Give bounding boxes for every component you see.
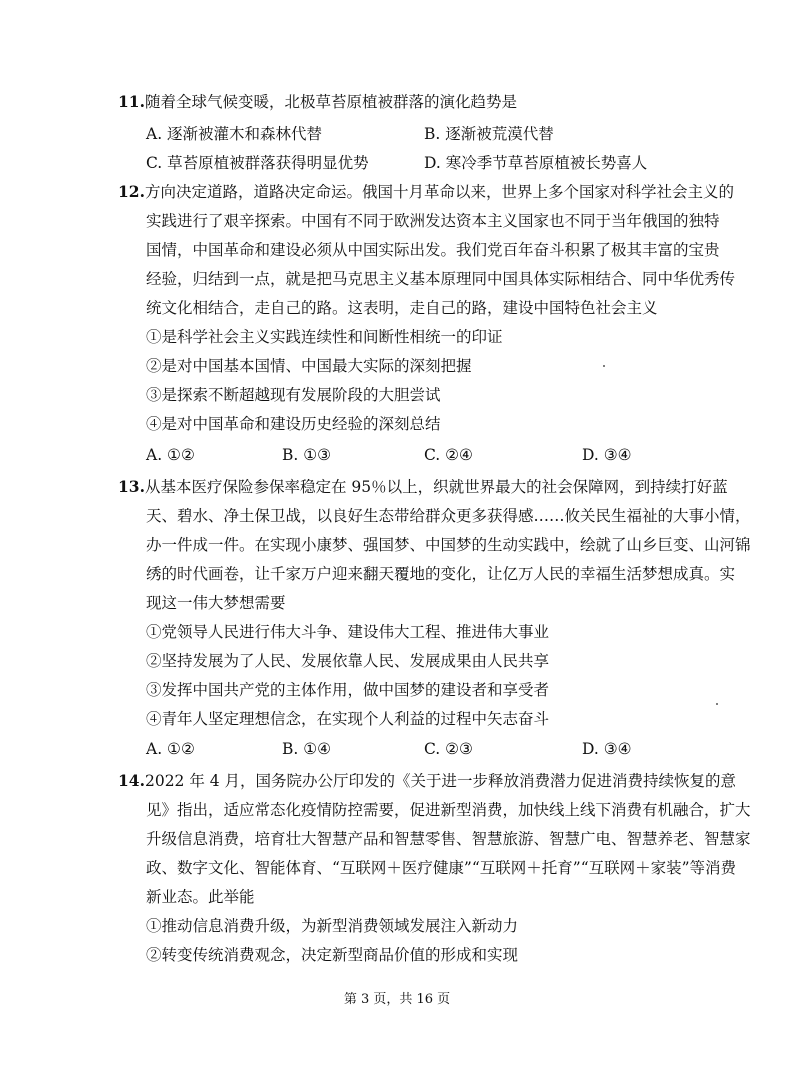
statement-item: ④是对中国革命和建设历史经验的深刻总结 xyxy=(146,415,441,433)
option-c: C. ②③ xyxy=(424,740,473,758)
option-d: D. 寒冷季节草苔原植被长势喜人 xyxy=(424,154,648,172)
question-stem-line: 统文化相结合，走自己的路。这表明，走自己的路，建设中国特色社会主义 xyxy=(146,299,658,317)
question-number: 13. xyxy=(118,477,145,496)
statement-item: ①是科学社会主义实践连续性和间断性相统一的印证 xyxy=(146,328,503,346)
statement-item: ①推动信息消费升级，为新型消费领域发展注入新动力 xyxy=(146,917,519,935)
option-a: A. ①② xyxy=(146,740,195,758)
statement-item: ①党领导人民进行伟大斗争、建设伟大工程、推进伟大事业 xyxy=(146,623,550,641)
statement-item: ②转变传统消费观念，决定新型商品价值的形成和实现 xyxy=(146,946,519,964)
question-stem-line: 国情，中国革命和建设必须从中国实际出发。我们党百年奋斗积累了极其丰富的宝贵 xyxy=(146,241,720,259)
option-c: C. ②④ xyxy=(424,446,473,464)
question-number: 12. xyxy=(118,182,145,201)
question-number: 11. xyxy=(118,92,145,111)
question-stem-line: 现这一伟大梦想需要 xyxy=(146,594,286,612)
scan-speck xyxy=(603,365,605,367)
statement-item: ③是探索不断超越现有发展阶段的大胆尝试 xyxy=(146,386,441,404)
statement-item: ②是对中国基本国情、中国最大实际的深刻把握 xyxy=(146,357,472,375)
question-stem-line: 绣的时代画卷，让千家万户迎来翻天覆地的变化，让亿万人民的幸福生活梦想成真。实 xyxy=(146,565,736,583)
question-number: 14. xyxy=(118,771,145,790)
question-stem-line: 新业态。此举能 xyxy=(146,888,255,906)
option-a: A. ①② xyxy=(146,446,195,464)
question-stem-line: 政、数字文化、智能体育、“互联网＋医疗健康”“互联网＋托育”“互联网＋家装”等消费 xyxy=(146,859,737,877)
question-stem-line: 从基本医疗保险参保率稳定在 95％以上，织就世界最大的社会保障网，到持续打好蓝 xyxy=(144,478,728,496)
statement-item: ④青年人坚定理想信念，在实现个人利益的过程中矢志奋斗 xyxy=(146,710,550,728)
statement-item: ③发挥中国共产党的主体作用，做中国梦的建设者和享受者 xyxy=(146,681,550,699)
option-b: B. ①④ xyxy=(282,740,332,758)
question-stem: 随着全球气候变暖，北极草苔原植被群落的演化趋势是 xyxy=(144,93,517,111)
page-footer: 第 3 页，共 16 页 xyxy=(343,992,451,1007)
question-stem-line: 升级信息消费，培育壮大智慧产品和智慧零售、智慧旅游、智慧广电、智慧养老、智慧家 xyxy=(146,830,751,848)
question-stem-line: 经验，归结到一点，就是把马克思主义基本原理同中国具体实际相结合、同中华优秀传 xyxy=(146,270,736,288)
question-stem-line: 实践进行了艰辛探索。中国有不同于欧洲发达资本主义国家也不同于当年俄国的独特 xyxy=(146,212,720,230)
option-b: B. 逐渐被荒漠代替 xyxy=(424,125,554,143)
question-stem-line: 方向决定道路，道路决定命运。俄国十月革命以来，世界上多个国家对科学社会主义的 xyxy=(144,183,734,201)
option-a: A. 逐渐被灌木和森林代替 xyxy=(146,125,323,143)
option-b: B. ①③ xyxy=(282,446,332,464)
option-d: D. ③④ xyxy=(582,740,632,758)
question-stem-line: 2022 年 4 月，国务院办公厅印发的《关于进一步释放消费潜力促进消费持续恢复的意 xyxy=(144,772,737,790)
scan-speck xyxy=(716,703,718,705)
option-d: D. ③④ xyxy=(582,446,632,464)
option-c: C. 草苔原植被群落获得明显优势 xyxy=(146,154,369,172)
question-stem-line: 天、碧水、净土保卫战，以良好生态带给群众更多获得感……攸关民生福祉的大事小情， xyxy=(146,507,751,525)
question-stem-line: 办一件成一件。在实现小康梦、强国梦、中国梦的生动实践中，绘就了山乡巨变、山河锦 xyxy=(146,536,751,554)
question-stem-line: 见》指出，适应常态化疫情防控需要，促进新型消费，加快线上线下消费有机融合，扩大 xyxy=(146,801,751,819)
statement-item: ②坚持发展为了人民、发展依靠人民、发展成果由人民共享 xyxy=(146,652,550,670)
